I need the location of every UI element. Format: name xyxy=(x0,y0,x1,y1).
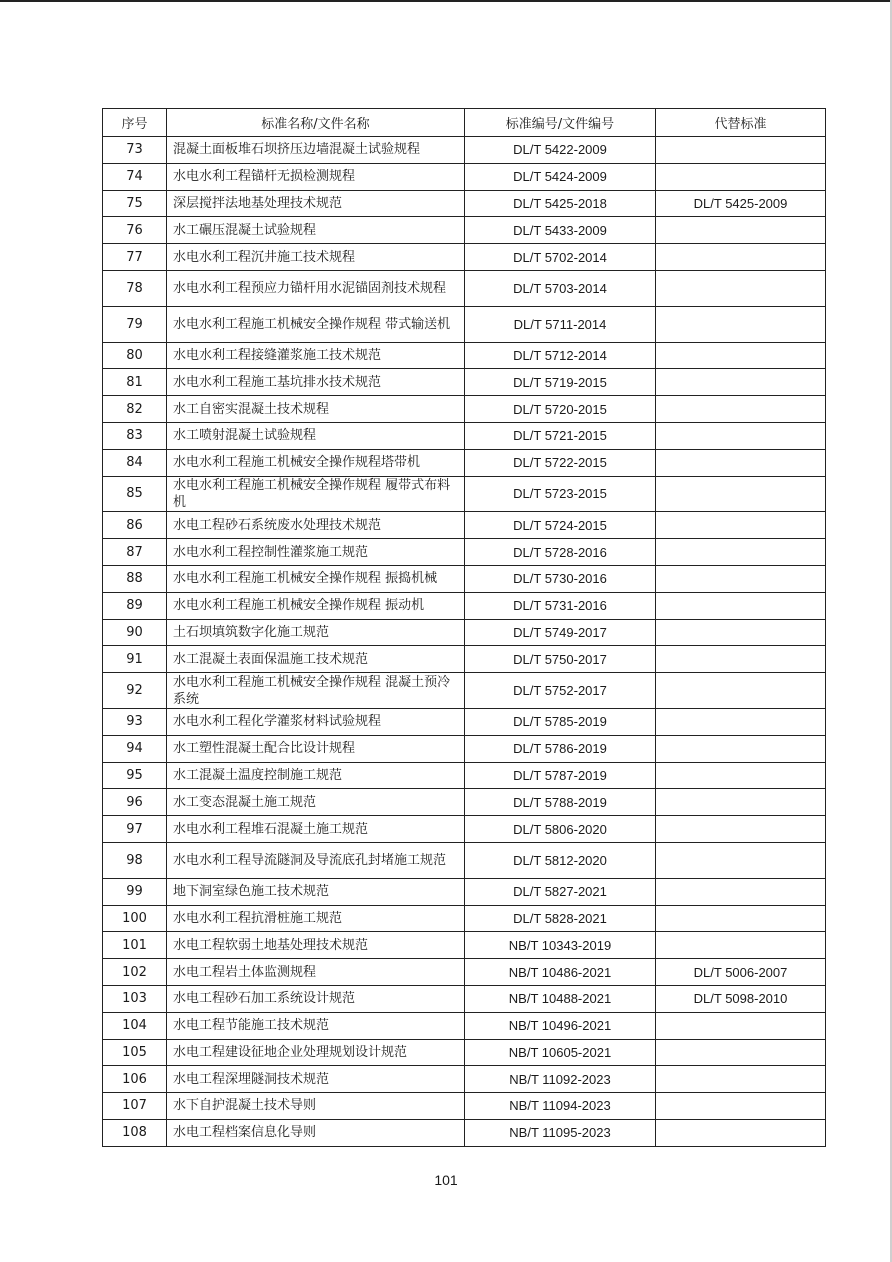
table-row xyxy=(103,905,826,932)
standard-code-cell: NB/T 11094-2023 xyxy=(465,1093,656,1120)
serial-number-cell: 106 xyxy=(103,1066,167,1093)
serial-number-cell: 88 xyxy=(103,565,167,592)
standard-name-cell: 水电水利工程施工机械安全操作规程 振捣机械 xyxy=(167,565,465,592)
serial-number-cell: 89 xyxy=(103,592,167,619)
standard-code-cell: DL/T 5730-2016 xyxy=(465,565,656,592)
table-row xyxy=(103,539,826,566)
replaces-cell xyxy=(656,816,826,843)
serial-number-cell: 73 xyxy=(103,137,167,164)
table-row xyxy=(103,306,826,342)
standard-code-cell: DL/T 5711-2014 xyxy=(465,306,656,342)
standard-name-cell: 水电水利工程锚杆无损检测规程 xyxy=(167,163,465,190)
serial-number-cell: 80 xyxy=(103,342,167,369)
standard-code-cell: DL/T 5720-2015 xyxy=(465,396,656,423)
replaces-cell xyxy=(656,539,826,566)
serial-number-cell: 101 xyxy=(103,932,167,959)
serial-number-cell: 100 xyxy=(103,905,167,932)
replaces-cell xyxy=(656,905,826,932)
serial-number-cell: 84 xyxy=(103,449,167,476)
standard-name-cell: 水电工程砂石系统废水处理技术规范 xyxy=(167,512,465,539)
standard-code-cell: DL/T 5750-2017 xyxy=(465,646,656,673)
table-row xyxy=(103,270,826,306)
serial-number-cell: 77 xyxy=(103,244,167,271)
serial-number-cell: 107 xyxy=(103,1093,167,1120)
serial-number-cell: 98 xyxy=(103,842,167,878)
table-row xyxy=(103,369,826,396)
replaces-cell xyxy=(656,163,826,190)
standard-code-cell: DL/T 5723-2015 xyxy=(465,476,656,512)
standard-name-cell: 水工混凝土表面保温施工技术规范 xyxy=(167,646,465,673)
table-row xyxy=(103,959,826,986)
serial-number-cell: 83 xyxy=(103,422,167,449)
standard-name-cell: 水电水利工程沉井施工技术规程 xyxy=(167,244,465,271)
replaces-cell xyxy=(656,735,826,762)
serial-number-cell: 86 xyxy=(103,512,167,539)
serial-number-cell: 79 xyxy=(103,306,167,342)
replaces-cell xyxy=(656,217,826,244)
standard-code-cell: DL/T 5787-2019 xyxy=(465,762,656,789)
table-row xyxy=(103,932,826,959)
table-row xyxy=(103,342,826,369)
standard-code-cell: DL/T 5812-2020 xyxy=(465,842,656,878)
standard-code-cell: DL/T 5828-2021 xyxy=(465,905,656,932)
table-row xyxy=(103,137,826,164)
replaces-cell xyxy=(656,932,826,959)
standards-table xyxy=(102,108,826,1147)
table-row xyxy=(103,789,826,816)
standard-code-cell: DL/T 5721-2015 xyxy=(465,422,656,449)
table-row xyxy=(103,565,826,592)
replaces-cell xyxy=(656,137,826,164)
replaces-cell: DL/T 5006-2007 xyxy=(656,959,826,986)
standard-name-cell: 水电工程档案信息化导则 xyxy=(167,1119,465,1146)
serial-number-cell: 91 xyxy=(103,646,167,673)
standard-code-cell: DL/T 5422-2009 xyxy=(465,137,656,164)
standard-code-cell: DL/T 5752-2017 xyxy=(465,673,656,709)
replaces-cell xyxy=(656,673,826,709)
table-row xyxy=(103,244,826,271)
serial-number-cell: 99 xyxy=(103,878,167,905)
header-serial-number: 序号 xyxy=(103,109,167,137)
table-row xyxy=(103,476,826,512)
table-row xyxy=(103,163,826,190)
standard-name-cell: 水电水利工程化学灌浆材料试验规程 xyxy=(167,708,465,735)
replaces-cell xyxy=(656,1039,826,1066)
table-row xyxy=(103,190,826,217)
replaces-cell xyxy=(656,369,826,396)
replaces-cell xyxy=(656,270,826,306)
standard-name-cell: 水电工程岩土体监测规程 xyxy=(167,959,465,986)
replaces-cell xyxy=(656,708,826,735)
replaces-cell xyxy=(656,1093,826,1120)
standard-code-cell: DL/T 5722-2015 xyxy=(465,449,656,476)
table-row xyxy=(103,762,826,789)
standard-code-cell: DL/T 5703-2014 xyxy=(465,270,656,306)
standard-code-cell: DL/T 5712-2014 xyxy=(465,342,656,369)
replaces-cell xyxy=(656,422,826,449)
serial-number-cell: 96 xyxy=(103,789,167,816)
standard-code-cell: DL/T 5806-2020 xyxy=(465,816,656,843)
table-row xyxy=(103,592,826,619)
standard-name-cell: 水电水利工程接缝灌浆施工技术规范 xyxy=(167,342,465,369)
page-number: 101 xyxy=(434,1172,458,1188)
replaces-cell xyxy=(656,1119,826,1146)
standard-name-cell: 水电水利工程控制性灌浆施工规范 xyxy=(167,539,465,566)
standard-name-cell: 深层搅拌法地基处理技术规范 xyxy=(167,190,465,217)
standard-name-cell: 水工喷射混凝土试验规程 xyxy=(167,422,465,449)
serial-number-cell: 85 xyxy=(103,476,167,512)
standard-code-cell: DL/T 5424-2009 xyxy=(465,163,656,190)
standard-name-cell: 水下自护混凝土技术导则 xyxy=(167,1093,465,1120)
top-border-line xyxy=(0,0,892,2)
replaces-cell xyxy=(656,512,826,539)
table-row xyxy=(103,396,826,423)
standard-name-cell: 水工碾压混凝土试验规程 xyxy=(167,217,465,244)
standard-code-cell: DL/T 5724-2015 xyxy=(465,512,656,539)
standard-name-cell: 水电水利工程施工机械安全操作规程 混凝土预冷系统 xyxy=(167,673,465,709)
table-body xyxy=(103,137,826,1147)
standard-name-cell: 水工混凝土温度控制施工规范 xyxy=(167,762,465,789)
header-replaces: 代替标准 xyxy=(656,109,826,137)
standard-code-cell: DL/T 5719-2015 xyxy=(465,369,656,396)
table-header-row xyxy=(103,109,826,137)
replaces-cell xyxy=(656,244,826,271)
table-row xyxy=(103,646,826,673)
table-row xyxy=(103,878,826,905)
standard-name-cell: 水电水利工程导流隧洞及导流底孔封堵施工规范 xyxy=(167,842,465,878)
serial-number-cell: 104 xyxy=(103,1012,167,1039)
standard-name-cell: 水电工程砂石加工系统设计规范 xyxy=(167,985,465,1012)
standard-code-cell: NB/T 10496-2021 xyxy=(465,1012,656,1039)
serial-number-cell: 105 xyxy=(103,1039,167,1066)
table-row xyxy=(103,816,826,843)
standard-code-cell: DL/T 5702-2014 xyxy=(465,244,656,271)
replaces-cell xyxy=(656,476,826,512)
table-row xyxy=(103,1066,826,1093)
standard-code-cell: NB/T 11095-2023 xyxy=(465,1119,656,1146)
header-standard-name: 标准名称/文件名称 xyxy=(167,109,465,137)
standard-code-cell: NB/T 10488-2021 xyxy=(465,985,656,1012)
replaces-cell xyxy=(656,449,826,476)
standard-code-cell: DL/T 5749-2017 xyxy=(465,619,656,646)
replaces-cell xyxy=(656,789,826,816)
standard-code-cell: DL/T 5731-2016 xyxy=(465,592,656,619)
serial-number-cell: 82 xyxy=(103,396,167,423)
standard-name-cell: 水电水利工程预应力锚杆用水泥锚固剂技术规程 xyxy=(167,270,465,306)
table-row xyxy=(103,985,826,1012)
standard-name-cell: 水电水利工程施工机械安全操作规程 履带式布料机 xyxy=(167,476,465,512)
table-row xyxy=(103,673,826,709)
replaces-cell xyxy=(656,762,826,789)
standard-code-cell: DL/T 5827-2021 xyxy=(465,878,656,905)
standard-name-cell: 土石坝填筑数字化施工规范 xyxy=(167,619,465,646)
standard-code-cell: NB/T 11092-2023 xyxy=(465,1066,656,1093)
standard-name-cell: 地下洞室绿色施工技术规范 xyxy=(167,878,465,905)
serial-number-cell: 74 xyxy=(103,163,167,190)
serial-number-cell: 90 xyxy=(103,619,167,646)
replaces-cell xyxy=(656,565,826,592)
serial-number-cell: 94 xyxy=(103,735,167,762)
serial-number-cell: 92 xyxy=(103,673,167,709)
serial-number-cell: 108 xyxy=(103,1119,167,1146)
table-row xyxy=(103,842,826,878)
standard-name-cell: 水电水利工程施工基坑排水技术规范 xyxy=(167,369,465,396)
standard-name-cell: 水电工程深埋隧洞技术规范 xyxy=(167,1066,465,1093)
serial-number-cell: 102 xyxy=(103,959,167,986)
replaces-cell xyxy=(656,592,826,619)
standard-name-cell: 水电工程建设征地企业处理规划设计规范 xyxy=(167,1039,465,1066)
standard-code-cell: NB/T 10605-2021 xyxy=(465,1039,656,1066)
replaces-cell xyxy=(656,1012,826,1039)
serial-number-cell: 93 xyxy=(103,708,167,735)
standard-name-cell: 水工塑性混凝土配合比设计规程 xyxy=(167,735,465,762)
standard-name-cell: 混凝土面板堆石坝挤压边墙混凝土试验规程 xyxy=(167,137,465,164)
replaces-cell: DL/T 5425-2009 xyxy=(656,190,826,217)
standard-name-cell: 水电水利工程堆石混凝土施工规范 xyxy=(167,816,465,843)
table-row xyxy=(103,1093,826,1120)
table-row xyxy=(103,512,826,539)
standard-code-cell: NB/T 10486-2021 xyxy=(465,959,656,986)
table-row xyxy=(103,217,826,244)
standard-name-cell: 水工变态混凝土施工规范 xyxy=(167,789,465,816)
header-standard-code: 标准编号/文件编号 xyxy=(465,109,656,137)
standard-name-cell: 水电水利工程施工机械安全操作规程 振动机 xyxy=(167,592,465,619)
standard-name-cell: 水工自密实混凝土技术规程 xyxy=(167,396,465,423)
table-row xyxy=(103,422,826,449)
table-row xyxy=(103,735,826,762)
replaces-cell: DL/T 5098-2010 xyxy=(656,985,826,1012)
replaces-cell xyxy=(656,842,826,878)
table-row xyxy=(103,1012,826,1039)
standard-name-cell: 水电工程软弱土地基处理技术规范 xyxy=(167,932,465,959)
replaces-cell xyxy=(656,646,826,673)
replaces-cell xyxy=(656,396,826,423)
serial-number-cell: 81 xyxy=(103,369,167,396)
table-row xyxy=(103,449,826,476)
table-row xyxy=(103,708,826,735)
standard-name-cell: 水电水利工程施工机械安全操作规程塔带机 xyxy=(167,449,465,476)
standard-code-cell: NB/T 10343-2019 xyxy=(465,932,656,959)
replaces-cell xyxy=(656,619,826,646)
serial-number-cell: 87 xyxy=(103,539,167,566)
serial-number-cell: 103 xyxy=(103,985,167,1012)
standard-code-cell: DL/T 5785-2019 xyxy=(465,708,656,735)
replaces-cell xyxy=(656,1066,826,1093)
serial-number-cell: 76 xyxy=(103,217,167,244)
standard-name-cell: 水电水利工程抗滑桩施工规范 xyxy=(167,905,465,932)
standard-code-cell: DL/T 5425-2018 xyxy=(465,190,656,217)
serial-number-cell: 78 xyxy=(103,270,167,306)
serial-number-cell: 97 xyxy=(103,816,167,843)
replaces-cell xyxy=(656,342,826,369)
serial-number-cell: 95 xyxy=(103,762,167,789)
replaces-cell xyxy=(656,878,826,905)
table-row xyxy=(103,1119,826,1146)
standard-code-cell: DL/T 5728-2016 xyxy=(465,539,656,566)
standard-name-cell: 水电工程节能施工技术规范 xyxy=(167,1012,465,1039)
standard-name-cell: 水电水利工程施工机械安全操作规程 带式输送机 xyxy=(167,306,465,342)
replaces-cell xyxy=(656,306,826,342)
serial-number-cell: 75 xyxy=(103,190,167,217)
standard-code-cell: DL/T 5433-2009 xyxy=(465,217,656,244)
table-row xyxy=(103,1039,826,1066)
standard-code-cell: DL/T 5788-2019 xyxy=(465,789,656,816)
standard-code-cell: DL/T 5786-2019 xyxy=(465,735,656,762)
table-row xyxy=(103,619,826,646)
